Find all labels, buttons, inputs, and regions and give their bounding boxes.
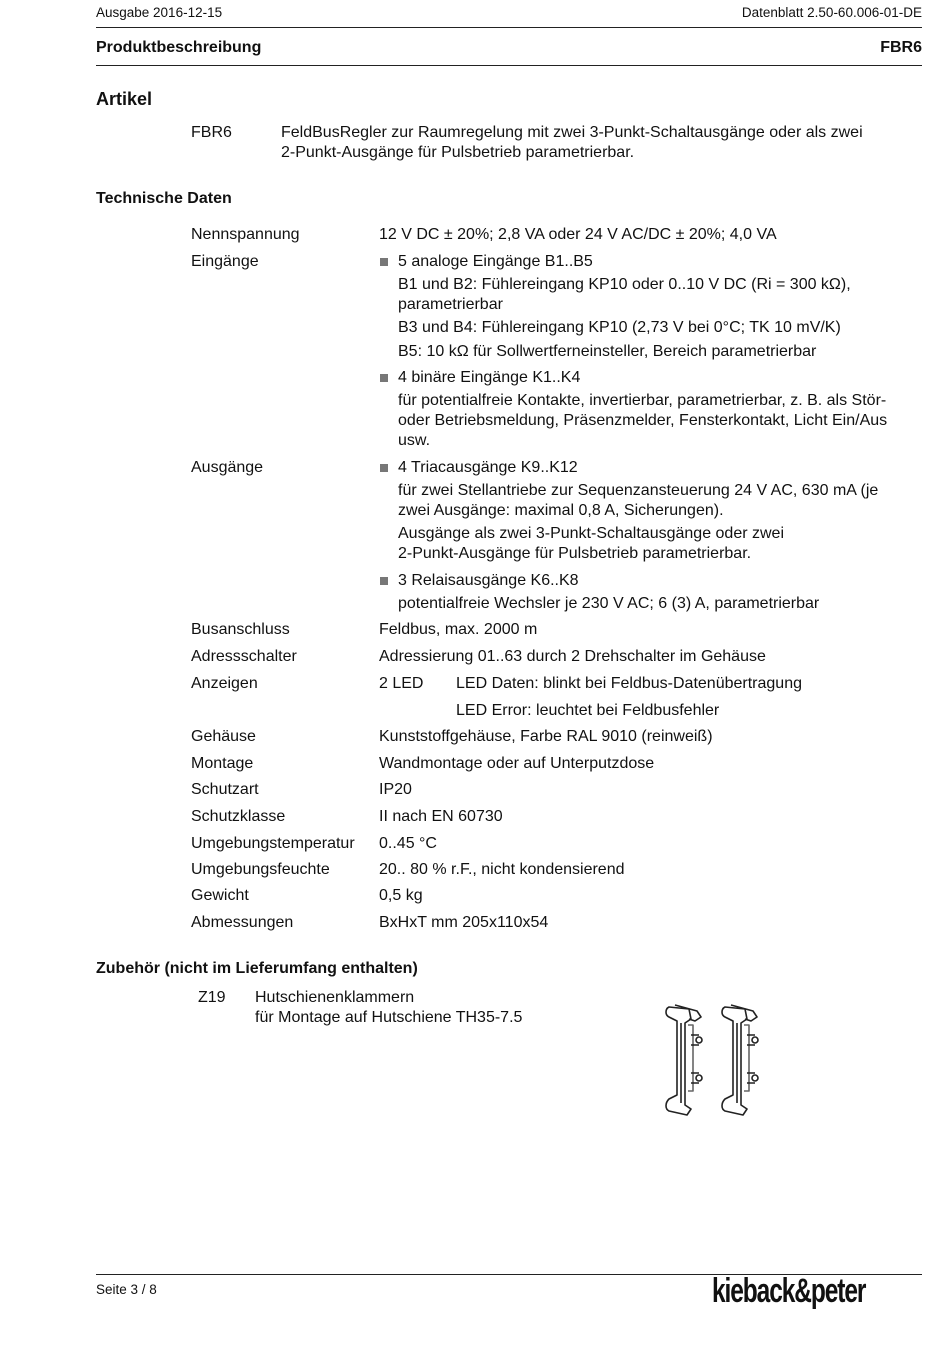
triac-outputs-desc4: 2-Punkt-Ausgänge für Pulsbetrieb parametrierbar.	[398, 545, 752, 562]
label-schutzklasse: Schutzklasse	[191, 808, 286, 825]
value-led-data: LED Daten: blinkt bei Feldbus-Datenübertragung	[456, 675, 802, 692]
value-umgebungstemperatur: 0..45 °C	[379, 835, 437, 852]
value-led-count: 2 LED	[379, 675, 424, 692]
binary-inputs: 4 binäre Eingänge K1..K4	[398, 369, 581, 386]
label-abmessungen: Abmessungen	[191, 914, 294, 931]
square-bullet-icon	[380, 258, 388, 266]
triac-outputs-desc3: Ausgänge als zwei 3-Punkt-Schaltausgänge oder zwei	[398, 525, 785, 542]
label-schutzart: Schutzart	[191, 781, 259, 798]
value-nennspannung: 12 V DC ± 20%; 2,8 VA oder 24 V AC/DC ± 20%; 4,0 VA	[379, 226, 777, 243]
analog-inputs-b1-b2: B1 und B2: Fühlereingang KP10 oder 0..10 V DC (Ri = 300 kΩ),	[398, 276, 851, 293]
value-gehaeuse: Kunststoffgehäuse, Farbe RAL 9010 (reinweiß)	[379, 728, 713, 745]
article-description-line2: 2-Punkt-Ausgänge für Pulsbetrieb parametrierbar.	[281, 144, 635, 161]
value-schutzklasse: II nach EN 60730	[379, 808, 503, 825]
analog-inputs-b5: B5: 10 kΩ für Sollwertferneinsteller, Bereich parametrierbar	[398, 343, 817, 360]
relay-outputs-desc: potentialfreie Wechsler je 230 V AC; 6 (3) A, parametrierbar	[398, 595, 820, 612]
analog-inputs-b3-b4: B3 und B4: Fühlereingang KP10 (2,73 V bei 0°C; TK 10 mV/K)	[398, 319, 841, 336]
datasheet-number: Datenblatt 2.50-60.006-01-DE	[741, 5, 922, 20]
label-busanschluss: Busanschluss	[191, 621, 290, 638]
edition-date: Ausgabe 2016-12-15	[96, 5, 223, 20]
label-gewicht: Gewicht	[191, 887, 249, 904]
accessory-code: Z19	[198, 989, 226, 1006]
value-umgebungsfeuchte: 20.. 80 % r.F., nicht kondensierend	[379, 861, 625, 878]
label-nennspannung: Nennspannung	[191, 226, 300, 243]
triac-outputs-desc1: für zwei Stellantriebe zur Sequenzansteuerung 24 V AC, 630 mA (je	[398, 482, 879, 499]
value-schutzart: IP20	[379, 781, 412, 798]
binary-inputs-desc1: für potentialfreie Kontakte, invertierbar, parametrierbar, z. B. als Stör-	[398, 392, 887, 409]
label-ausgaenge: Ausgänge	[191, 459, 264, 476]
label-adressschalter: Adressschalter	[191, 648, 297, 665]
triac-outputs-desc2: zwei Ausgänge: maximal 0,8 A, Sicherungen).	[398, 502, 724, 519]
label-montage: Montage	[191, 755, 254, 772]
label-anzeigen: Anzeigen	[191, 675, 258, 692]
label-eingaenge: Eingänge	[191, 253, 259, 270]
binary-inputs-desc3: usw.	[398, 432, 431, 449]
label-umgebungsfeuchte: Umgebungsfeuchte	[191, 861, 330, 878]
square-bullet-icon	[380, 464, 388, 472]
article-description-line1: FeldBusRegler zur Raumregelung mit zwei 3-Punkt-Schaltausgänge oder als zwei	[281, 124, 863, 141]
binary-inputs-desc2: oder Betriebsmeldung, Präsenzmelder, Fensterkontakt, Licht Ein/Aus	[398, 412, 888, 429]
accessory-description: für Montage auf Hutschiene TH35-7.5	[255, 1009, 523, 1026]
section-rule	[96, 65, 922, 66]
value-abmessungen: BxHxT mm 205x110x54	[379, 914, 549, 931]
header-rule	[96, 27, 922, 28]
product-code-header: FBR6	[880, 39, 922, 56]
analog-inputs: 5 analoge Eingänge B1..B5	[398, 253, 593, 270]
din-rail-clip-icon	[655, 995, 785, 1125]
label-umgebungstemperatur: Umgebungstemperatur	[191, 835, 355, 852]
square-bullet-icon	[380, 577, 388, 585]
analog-inputs-b1-b2-cont: parametrierbar	[398, 296, 503, 313]
relay-outputs: 3 Relaisausgänge K6..K8	[398, 572, 579, 589]
square-bullet-icon	[380, 374, 388, 382]
triac-outputs: 4 Triacausgänge K9..K12	[398, 459, 578, 476]
accessory-name: Hutschienenklammern	[255, 989, 415, 1006]
page-number: Seite 3 / 8	[96, 1282, 157, 1297]
value-montage: Wandmontage oder auf Unterputzdose	[379, 755, 655, 772]
article-heading: Artikel	[96, 89, 153, 109]
section-title: Produktbeschreibung	[96, 39, 262, 56]
value-busanschluss: Feldbus, max. 2000 m	[379, 621, 538, 638]
value-gewicht: 0,5 kg	[379, 887, 423, 904]
article-code: FBR6	[191, 124, 232, 141]
tech-data-heading: Technische Daten	[96, 190, 232, 207]
label-gehaeuse: Gehäuse	[191, 728, 256, 745]
value-adressschalter: Adressierung 01..63 durch 2 Drehschalter im Gehäuse	[379, 648, 766, 665]
company-logo: kieback&peter	[712, 1272, 866, 1310]
accessories-heading: Zubehör (nicht im Lieferumfang enthalten)	[96, 960, 418, 977]
value-led-error: LED Error: leuchtet bei Feldbusfehler	[456, 702, 720, 719]
